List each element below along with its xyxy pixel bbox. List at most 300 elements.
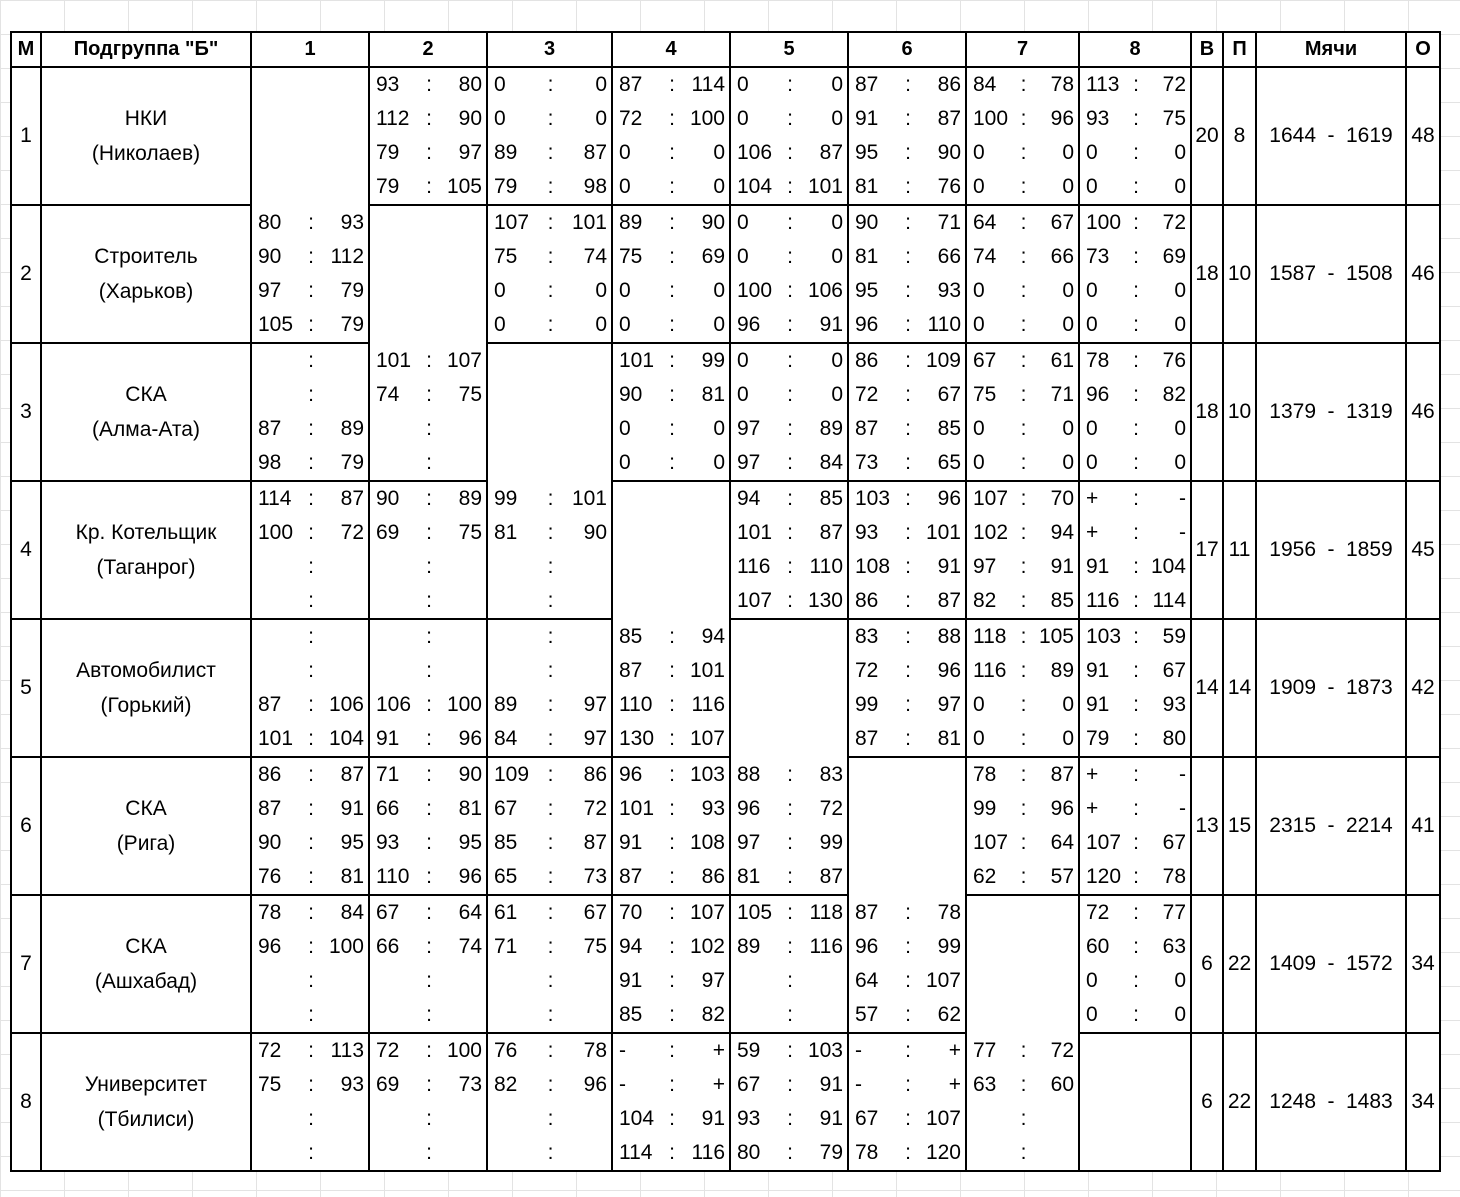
score-cell[interactable]	[848, 102, 966, 136]
score-cell[interactable]	[1079, 722, 1191, 757]
score-cell[interactable]	[251, 722, 369, 757]
score-cell[interactable]	[612, 67, 730, 102]
wins-cell[interactable]: 13	[1191, 757, 1223, 895]
score-cell[interactable]	[251, 1033, 369, 1068]
score-cell[interactable]	[487, 240, 612, 274]
score-cell[interactable]	[730, 170, 848, 205]
wins-cell[interactable]: 6	[1191, 895, 1223, 1033]
place-cell[interactable]: 1	[11, 67, 41, 205]
header-col-7[interactable]: 7	[966, 32, 1079, 67]
score-cell[interactable]	[848, 308, 966, 343]
score-cell[interactable]	[251, 860, 369, 895]
wins-cell[interactable]: 14	[1191, 619, 1223, 757]
score-home: 106	[737, 141, 773, 164]
header-group[interactable]: Подгруппа "Б"	[41, 32, 251, 67]
score-cell[interactable]	[848, 1068, 966, 1102]
score-cell[interactable]	[730, 67, 848, 102]
header-col-5[interactable]: 5	[730, 32, 848, 67]
score-cell[interactable]	[848, 619, 966, 654]
score-cell[interactable]	[1079, 998, 1191, 1033]
score-cell[interactable]	[966, 584, 1079, 619]
score-cell[interactable]	[612, 826, 730, 860]
score-away: 85	[819, 487, 843, 510]
score-cell[interactable]	[251, 481, 369, 516]
score-cell[interactable]	[1079, 930, 1191, 964]
balls-cell[interactable]	[1256, 619, 1406, 757]
place-cell[interactable]: 7	[11, 895, 41, 1033]
score-cell[interactable]	[848, 550, 966, 584]
team-cell[interactable]	[41, 343, 251, 481]
score-cell[interactable]	[487, 964, 612, 998]
score-cell[interactable]	[369, 102, 487, 136]
score-cell[interactable]	[369, 895, 487, 930]
score-cell[interactable]	[612, 412, 730, 446]
score-cell[interactable]	[251, 1136, 369, 1171]
score-cell[interactable]	[966, 860, 1079, 895]
balls-cell[interactable]	[1256, 205, 1406, 343]
score-cell[interactable]	[966, 619, 1079, 654]
score-cell[interactable]	[966, 274, 1079, 308]
header-points[interactable]: О	[1406, 32, 1440, 67]
score-cell[interactable]	[1079, 67, 1191, 102]
score-cell[interactable]	[251, 205, 369, 240]
score-cell[interactable]	[966, 722, 1079, 757]
self-match-cell[interactable]	[612, 481, 730, 619]
score-cell[interactable]	[612, 792, 730, 826]
score-cell[interactable]	[730, 136, 848, 170]
score-cell[interactable]	[1079, 412, 1191, 446]
balls-cell[interactable]	[1256, 481, 1406, 619]
score-cell[interactable]	[251, 378, 369, 412]
score-cell[interactable]	[251, 930, 369, 964]
score-cell[interactable]	[1079, 860, 1191, 895]
points-cell[interactable]: 46	[1406, 343, 1440, 481]
score-cell[interactable]	[369, 378, 487, 412]
self-match-cell[interactable]	[966, 895, 1079, 1033]
score-cell[interactable]	[369, 792, 487, 826]
header-losses[interactable]: П	[1223, 32, 1256, 67]
score-cell[interactable]	[369, 654, 487, 688]
score-cell[interactable]	[966, 446, 1079, 481]
score-cell[interactable]	[730, 964, 848, 998]
score-cell[interactable]	[848, 274, 966, 308]
score-cell[interactable]	[1079, 964, 1191, 998]
self-match-cell[interactable]	[730, 619, 848, 757]
place-cell[interactable]: 4	[11, 481, 41, 619]
score-away: 0	[713, 175, 725, 198]
wins-cell[interactable]: 18	[1191, 343, 1223, 481]
score-cell[interactable]	[487, 998, 612, 1033]
score-cell[interactable]	[612, 102, 730, 136]
score-cell[interactable]	[966, 792, 1079, 826]
score-cell[interactable]	[1079, 308, 1191, 343]
team-cell[interactable]	[41, 67, 251, 205]
header-col-6[interactable]: 6	[848, 32, 966, 67]
score-cell[interactable]	[966, 240, 1079, 274]
score-cell[interactable]	[848, 895, 966, 930]
score-cell[interactable]	[251, 308, 369, 343]
self-match-cell[interactable]	[369, 205, 487, 343]
score-cell[interactable]	[1079, 378, 1191, 412]
score-cell[interactable]	[1079, 516, 1191, 550]
score-cell[interactable]	[1079, 550, 1191, 584]
score-cell[interactable]	[612, 998, 730, 1033]
place-cell[interactable]: 2	[11, 205, 41, 343]
losses-cell[interactable]: 14	[1223, 619, 1256, 757]
score-cell[interactable]	[848, 1136, 966, 1171]
score-cell[interactable]	[966, 1033, 1079, 1068]
score-cell[interactable]	[612, 1068, 730, 1102]
score-cell[interactable]	[730, 860, 848, 895]
score-cell[interactable]	[848, 446, 966, 481]
score-cell[interactable]	[966, 136, 1079, 170]
score-cell[interactable]	[966, 205, 1079, 240]
losses-cell[interactable]: 22	[1223, 895, 1256, 1033]
score-cell[interactable]	[848, 964, 966, 998]
score-cell[interactable]	[1079, 481, 1191, 516]
score-cell[interactable]	[848, 1033, 966, 1068]
points-cell[interactable]: 34	[1406, 895, 1440, 1033]
score-cell[interactable]	[369, 1136, 487, 1171]
score-cell[interactable]	[487, 516, 612, 550]
score-cell[interactable]	[369, 1033, 487, 1068]
score-cell[interactable]	[251, 688, 369, 722]
score-cell[interactable]	[966, 826, 1079, 860]
score-cell[interactable]	[612, 1033, 730, 1068]
balls-cell[interactable]	[1256, 895, 1406, 1033]
score-cell[interactable]	[1079, 584, 1191, 619]
points-cell[interactable]: 41	[1406, 757, 1440, 895]
team-cell[interactable]	[41, 757, 251, 895]
score-cell[interactable]	[966, 1136, 1079, 1171]
score-cell[interactable]	[848, 998, 966, 1033]
score-cell[interactable]	[369, 619, 487, 654]
score-cell[interactable]	[1079, 170, 1191, 205]
score-cell[interactable]	[730, 308, 848, 343]
score-cell[interactable]	[730, 446, 848, 481]
balls-cell[interactable]	[1256, 757, 1406, 895]
wins-cell[interactable]: 6	[1191, 1033, 1223, 1171]
score-cell[interactable]	[966, 1068, 1079, 1102]
score-cell[interactable]	[848, 722, 966, 757]
score-cell[interactable]	[848, 412, 966, 446]
place-cell[interactable]: 6	[11, 757, 41, 895]
score-cell[interactable]	[369, 688, 487, 722]
score-cell[interactable]	[612, 136, 730, 170]
score-cell[interactable]	[369, 412, 487, 446]
score-cell[interactable]	[612, 860, 730, 895]
score-cell[interactable]	[966, 688, 1079, 722]
score-cell[interactable]	[848, 240, 966, 274]
score-cell[interactable]	[730, 378, 848, 412]
score-cell[interactable]	[1079, 205, 1191, 240]
score-cell[interactable]	[612, 964, 730, 998]
score-cell[interactable]	[612, 654, 730, 688]
score-cell[interactable]	[369, 550, 487, 584]
score-cell[interactable]	[848, 170, 966, 205]
score-cell[interactable]	[251, 654, 369, 688]
score-cell[interactable]	[487, 895, 612, 930]
score-cell[interactable]	[369, 446, 487, 481]
score-cell[interactable]	[487, 722, 612, 757]
score-cell[interactable]	[251, 240, 369, 274]
score-cell[interactable]	[487, 170, 612, 205]
score-cell[interactable]	[730, 516, 848, 550]
score-cell[interactable]	[369, 722, 487, 757]
place-cell[interactable]: 5	[11, 619, 41, 757]
score-cell[interactable]	[730, 343, 848, 378]
score-cell[interactable]	[848, 688, 966, 722]
team-cell[interactable]	[41, 619, 251, 757]
score-cell[interactable]	[612, 205, 730, 240]
score-cell[interactable]	[966, 1102, 1079, 1136]
score-cell[interactable]	[369, 1102, 487, 1136]
points-cell[interactable]: 48	[1406, 67, 1440, 205]
points-cell[interactable]: 46	[1406, 205, 1440, 343]
score-cell[interactable]	[848, 67, 966, 102]
score-cell[interactable]	[251, 964, 369, 998]
score-cell[interactable]	[966, 481, 1079, 516]
balls-cell[interactable]	[1256, 1033, 1406, 1171]
score-cell[interactable]	[612, 274, 730, 308]
score-cell[interactable]	[612, 378, 730, 412]
score-cell[interactable]	[487, 584, 612, 619]
score-cell[interactable]	[487, 860, 612, 895]
score-cell[interactable]	[1079, 654, 1191, 688]
score-cell[interactable]	[730, 274, 848, 308]
score-cell[interactable]	[369, 584, 487, 619]
score-cell[interactable]	[1079, 136, 1191, 170]
header-balls[interactable]: Мячи	[1256, 32, 1406, 67]
score-cell[interactable]	[730, 792, 848, 826]
losses-cell[interactable]: 22	[1223, 1033, 1256, 1171]
score-cell[interactable]	[251, 1102, 369, 1136]
score-cell[interactable]	[612, 688, 730, 722]
header-place[interactable]: М	[11, 32, 41, 67]
balls-cell[interactable]	[1256, 343, 1406, 481]
self-match-cell[interactable]	[487, 343, 612, 481]
balls-cell[interactable]	[1256, 67, 1406, 205]
wins-cell[interactable]: 17	[1191, 481, 1223, 619]
score-cell[interactable]	[730, 757, 848, 792]
score-cell[interactable]	[966, 343, 1079, 378]
score-cell[interactable]	[369, 930, 487, 964]
score-cell[interactable]	[1079, 446, 1191, 481]
score-cell[interactable]	[1079, 688, 1191, 722]
score-cell[interactable]	[487, 1068, 612, 1102]
score-cell[interactable]	[1079, 619, 1191, 654]
score-cell[interactable]	[487, 481, 612, 516]
header-col-3[interactable]: 3	[487, 32, 612, 67]
score-cell[interactable]	[487, 654, 612, 688]
score-cell[interactable]	[730, 550, 848, 584]
score-cell[interactable]	[487, 826, 612, 860]
score-cell[interactable]	[730, 481, 848, 516]
score-cell[interactable]	[612, 722, 730, 757]
score-cell[interactable]	[730, 826, 848, 860]
team-cell[interactable]	[41, 1033, 251, 1171]
score-cell[interactable]	[612, 930, 730, 964]
score-cell[interactable]	[369, 964, 487, 998]
score-cell[interactable]	[848, 1102, 966, 1136]
score-cell[interactable]	[251, 757, 369, 792]
score-cell[interactable]	[848, 930, 966, 964]
score-cell[interactable]	[251, 998, 369, 1033]
team-cell[interactable]	[41, 205, 251, 343]
score-cell[interactable]	[487, 550, 612, 584]
score-cell[interactable]	[487, 136, 612, 170]
score-cell[interactable]	[612, 895, 730, 930]
score-cell[interactable]	[1079, 274, 1191, 308]
score-cell[interactable]	[848, 516, 966, 550]
score-cell[interactable]	[1079, 240, 1191, 274]
team-cell[interactable]	[41, 895, 251, 1033]
score-cell[interactable]	[730, 1136, 848, 1171]
score-cell[interactable]	[487, 308, 612, 343]
score-cell[interactable]	[369, 516, 487, 550]
score-cell[interactable]	[369, 481, 487, 516]
score-cell[interactable]	[848, 343, 966, 378]
score-cell[interactable]	[848, 481, 966, 516]
score-cell[interactable]	[369, 757, 487, 792]
score-cell[interactable]	[966, 757, 1079, 792]
score-cell[interactable]	[966, 516, 1079, 550]
score-cell[interactable]	[369, 998, 487, 1033]
score-cell[interactable]	[730, 998, 848, 1033]
score-cell[interactable]	[612, 1136, 730, 1171]
score-cell[interactable]	[487, 67, 612, 102]
losses-cell[interactable]: 10	[1223, 205, 1256, 343]
score-cell[interactable]	[251, 550, 369, 584]
header-col-4[interactable]: 4	[612, 32, 730, 67]
score-cell[interactable]	[369, 826, 487, 860]
score-cell[interactable]	[730, 895, 848, 930]
score-cell[interactable]	[369, 170, 487, 205]
score-cell[interactable]	[251, 826, 369, 860]
score-cell[interactable]	[251, 895, 369, 930]
score-cell[interactable]	[966, 308, 1079, 343]
self-match-cell[interactable]	[1079, 1033, 1191, 1171]
score-cell[interactable]	[612, 170, 730, 205]
score-cell[interactable]	[487, 757, 612, 792]
score-cell[interactable]	[487, 1102, 612, 1136]
score-cell[interactable]	[966, 378, 1079, 412]
score-cell[interactable]	[487, 205, 612, 240]
score-cell[interactable]	[730, 1033, 848, 1068]
score-cell[interactable]	[369, 860, 487, 895]
self-match-cell[interactable]	[251, 67, 369, 205]
header-col-1[interactable]: 1	[251, 32, 369, 67]
score-cell[interactable]	[251, 1068, 369, 1102]
score-cell[interactable]	[487, 792, 612, 826]
score-cell[interactable]	[612, 446, 730, 481]
score-cell[interactable]	[487, 688, 612, 722]
points-cell[interactable]: 34	[1406, 1033, 1440, 1171]
score-cell[interactable]	[1079, 102, 1191, 136]
losses-cell[interactable]: 15	[1223, 757, 1256, 895]
score-cell[interactable]	[966, 67, 1079, 102]
score-cell[interactable]	[251, 343, 369, 378]
wins-cell[interactable]: 18	[1191, 205, 1223, 343]
score-cell[interactable]	[730, 102, 848, 136]
score-cell[interactable]	[369, 67, 487, 102]
score-cell[interactable]	[612, 308, 730, 343]
losses-cell[interactable]: 8	[1223, 67, 1256, 205]
score-cell[interactable]	[730, 1102, 848, 1136]
score-cell[interactable]	[612, 343, 730, 378]
score-cell[interactable]	[487, 102, 612, 136]
score-cell[interactable]	[251, 446, 369, 481]
points-cell[interactable]: 42	[1406, 619, 1440, 757]
score-cell[interactable]	[251, 792, 369, 826]
score-cell[interactable]	[251, 412, 369, 446]
header-col-2[interactable]: 2	[369, 32, 487, 67]
score-cell[interactable]	[487, 1136, 612, 1171]
score-cell[interactable]	[848, 584, 966, 619]
self-match-cell[interactable]	[848, 757, 966, 895]
score-cell[interactable]	[612, 619, 730, 654]
score-cell[interactable]	[251, 619, 369, 654]
score-cell[interactable]	[612, 1102, 730, 1136]
score-cell[interactable]	[251, 516, 369, 550]
score-cell[interactable]	[487, 274, 612, 308]
score-home: 101	[258, 727, 294, 750]
header-col-8[interactable]: 8	[1079, 32, 1191, 67]
score-cell[interactable]	[966, 654, 1079, 688]
score-cell[interactable]	[730, 205, 848, 240]
score-cell[interactable]	[848, 378, 966, 412]
losses-cell[interactable]: 11	[1223, 481, 1256, 619]
score-cell[interactable]	[966, 170, 1079, 205]
score-away: 110	[927, 313, 961, 336]
score-cell[interactable]	[730, 584, 848, 619]
score-cell[interactable]	[966, 550, 1079, 584]
score-cell[interactable]	[730, 930, 848, 964]
score-cell[interactable]	[848, 136, 966, 170]
score-cell[interactable]	[848, 654, 966, 688]
header-wins[interactable]: В	[1191, 32, 1223, 67]
score-cell[interactable]	[966, 412, 1079, 446]
score-cell[interactable]	[730, 240, 848, 274]
losses-cell[interactable]: 10	[1223, 343, 1256, 481]
score-cell[interactable]	[730, 412, 848, 446]
score-cell[interactable]	[369, 343, 487, 378]
wins-cell[interactable]: 20	[1191, 67, 1223, 205]
score-separator: :	[547, 727, 554, 750]
score-cell[interactable]	[612, 757, 730, 792]
score-cell[interactable]	[848, 205, 966, 240]
score-cell[interactable]	[1079, 757, 1191, 792]
score-cell[interactable]	[487, 1033, 612, 1068]
place-cell[interactable]: 8	[11, 1033, 41, 1171]
team-cell[interactable]	[41, 481, 251, 619]
place-cell[interactable]: 3	[11, 343, 41, 481]
score-cell[interactable]	[966, 102, 1079, 136]
score-cell[interactable]	[487, 930, 612, 964]
score-cell[interactable]	[1079, 792, 1191, 826]
score-cell[interactable]	[1079, 343, 1191, 378]
score-cell[interactable]	[1079, 826, 1191, 860]
score-cell[interactable]	[487, 619, 612, 654]
points-cell[interactable]: 45	[1406, 481, 1440, 619]
score-cell[interactable]	[1079, 895, 1191, 930]
score-cell[interactable]	[730, 1068, 848, 1102]
score-cell[interactable]	[251, 274, 369, 308]
score-cell[interactable]	[369, 136, 487, 170]
score-cell[interactable]	[251, 584, 369, 619]
score-cell[interactable]	[369, 1068, 487, 1102]
score-cell[interactable]	[612, 240, 730, 274]
